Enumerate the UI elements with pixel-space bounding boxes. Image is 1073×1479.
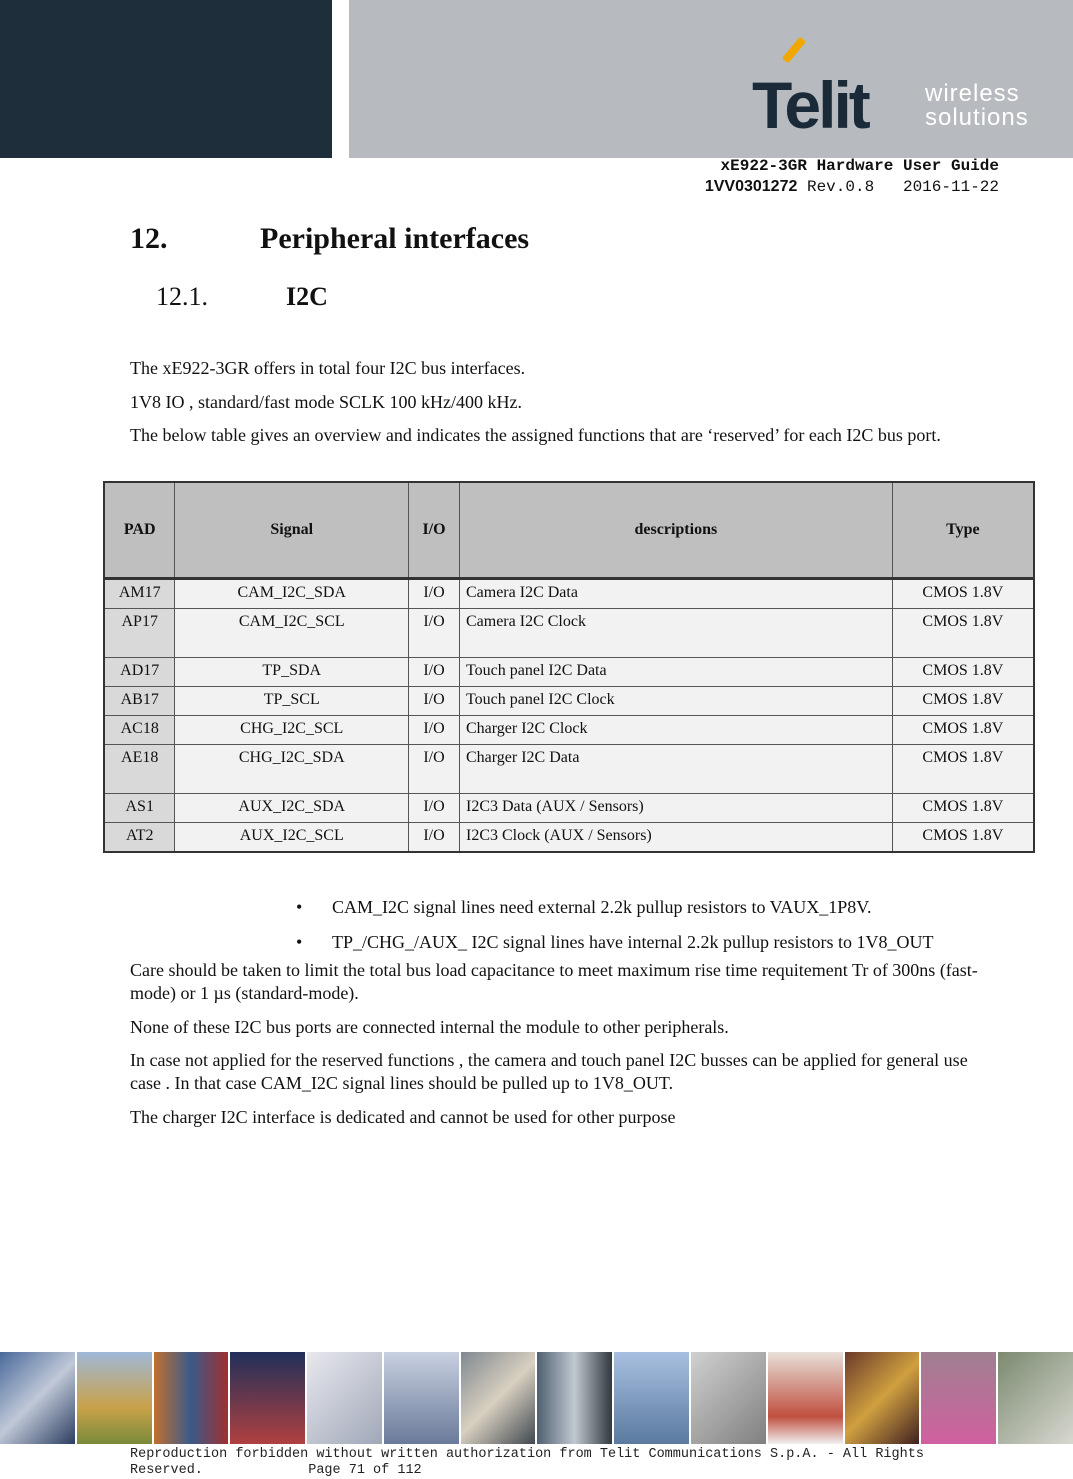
footer-photo xyxy=(230,1352,307,1444)
table-header-row xyxy=(104,482,1034,579)
paragraph-charger: The charger I2C interface is dedicated and cannot be used for other purpose xyxy=(130,1107,676,1127)
io-cell: I/O xyxy=(409,716,460,745)
footer-photo xyxy=(307,1352,384,1444)
paragraph-table-intro: The below table gives an overview and indicates the assigned functions that are ‘reserved’ for each I2C bus port. xyxy=(130,425,941,445)
pad-cell: AT2 xyxy=(104,823,175,853)
description-cell: Camera I2C Data xyxy=(459,579,892,609)
logo-wordmark: Telit xyxy=(752,68,868,142)
footer-photo xyxy=(998,1352,1073,1444)
signal-cell: TP_SCL xyxy=(175,687,409,716)
section-heading xyxy=(130,222,529,256)
revision-date: Rev.0.8 2016-11-22 xyxy=(797,178,999,196)
column-header-io: I/O xyxy=(409,482,460,579)
type-cell: CMOS 1.8V xyxy=(892,579,1034,609)
column-header-descriptions: descriptions xyxy=(459,482,892,579)
document-title: xE922-3GR Hardware User Guide xyxy=(720,157,999,175)
logo-tagline-line1: wireless xyxy=(925,80,1020,107)
description-cell: I2C3 Data (AUX / Sensors) xyxy=(459,794,892,823)
description-cell: Charger I2C Clock xyxy=(459,716,892,745)
footer-photo xyxy=(614,1352,691,1444)
footer-photo xyxy=(921,1352,998,1444)
telit-logo xyxy=(752,42,1052,142)
type-cell: CMOS 1.8V xyxy=(892,687,1034,716)
subsection-number: 12.1. xyxy=(156,282,208,311)
footer-photo xyxy=(691,1352,768,1444)
description-cell: Touch panel I2C Data xyxy=(459,658,892,687)
signal-cell: CAM_I2C_SDA xyxy=(175,579,409,609)
footer-photo xyxy=(768,1352,845,1444)
paragraph-bus-load: Care should be taken to limit the total bus load capacitance to meet maximum rise time requitement Tr of 300ns (fast-mode) or 1 µs (standard-mode). xyxy=(130,960,978,1003)
pad-cell: AB17 xyxy=(104,687,175,716)
bullet-text: TP_/CHG_/AUX_ I2C signal lines have internal 2.2k pullup resistors to 1V8_OUT xyxy=(332,932,934,952)
bullet-icon: • xyxy=(296,932,303,952)
i2c-pad-table xyxy=(103,481,1035,853)
pad-cell: AP17 xyxy=(104,609,175,658)
footer-photo xyxy=(537,1352,614,1444)
description-cell: Charger I2C Data xyxy=(459,745,892,794)
type-cell: CMOS 1.8V xyxy=(892,823,1034,853)
column-header-pad: PAD xyxy=(104,482,175,579)
table-row xyxy=(104,745,1034,794)
table-row xyxy=(104,609,1034,658)
pad-cell: AE18 xyxy=(104,745,175,794)
io-cell: I/O xyxy=(409,745,460,794)
table-row xyxy=(104,716,1034,745)
type-cell: CMOS 1.8V xyxy=(892,745,1034,794)
column-header-signal: Signal xyxy=(175,482,409,579)
document-revision xyxy=(705,178,999,196)
section-title: Peripheral interfaces xyxy=(260,222,530,255)
footer-photo xyxy=(461,1352,538,1444)
header-dark-band xyxy=(0,0,332,158)
pad-cell: AS1 xyxy=(104,794,175,823)
signal-cell: AUX_I2C_SCL xyxy=(175,823,409,853)
column-header-type: Type xyxy=(892,482,1034,579)
footer-image-strip xyxy=(0,1352,1073,1444)
type-cell: CMOS 1.8V xyxy=(892,658,1034,687)
footer-copyright xyxy=(130,1447,924,1479)
io-cell: I/O xyxy=(409,794,460,823)
type-cell: CMOS 1.8V xyxy=(892,716,1034,745)
paragraph-general-use: In case not applied for the reserved functions , the camera and touch panel I2C busses can be applied for general use case . In that case CAM_I2C signal lines should be pulled up to 1V8_OUT. xyxy=(130,1050,968,1093)
io-cell: I/O xyxy=(409,609,460,658)
footer-photo xyxy=(845,1352,922,1444)
table-row xyxy=(104,658,1034,687)
subsection-title: I2C xyxy=(286,282,328,311)
signal-cell: AUX_I2C_SDA xyxy=(175,794,409,823)
bullet-icon: • xyxy=(296,897,303,917)
paragraph-io-mode: 1V8 IO , standard/fast mode SCLK 100 kHz/400 kHz. xyxy=(130,392,522,412)
footer-photo xyxy=(77,1352,154,1444)
footer-photo xyxy=(384,1352,461,1444)
pad-cell: AC18 xyxy=(104,716,175,745)
footer-photo xyxy=(0,1352,77,1444)
table-row xyxy=(104,823,1034,853)
list-item xyxy=(296,925,933,960)
io-cell: I/O xyxy=(409,823,460,853)
table-row xyxy=(104,579,1034,609)
list-item xyxy=(296,890,933,925)
signal-cell: TP_SDA xyxy=(175,658,409,687)
footer-page-info: Reserved. Page 71 of 112 xyxy=(130,1463,422,1478)
io-cell: I/O xyxy=(409,687,460,716)
logo-tagline xyxy=(925,82,1029,130)
signal-cell: CHG_I2C_SCL xyxy=(175,716,409,745)
paragraph-not-connected: None of these I2C bus ports are connected internal the module to other peripherals. xyxy=(130,1017,729,1037)
pad-cell: AM17 xyxy=(104,579,175,609)
document-code: 1VV0301272 xyxy=(704,178,798,195)
bullet-text: CAM_I2C signal lines need external 2.2k pullup resistors to VAUX_1P8V. xyxy=(332,897,872,917)
paragraph-intro: The xE922-3GR offers in total four I2C bus interfaces. xyxy=(130,358,526,378)
description-cell: Touch panel I2C Clock xyxy=(459,687,892,716)
description-cell: Camera I2C Clock xyxy=(459,609,892,658)
type-cell: CMOS 1.8V xyxy=(892,794,1034,823)
table-row xyxy=(104,794,1034,823)
io-cell: I/O xyxy=(409,579,460,609)
io-cell: I/O xyxy=(409,658,460,687)
pullup-notes-list xyxy=(296,890,933,960)
footer-line1: Reproduction forbidden without written authorization from Telit Communications S.p.A. - All Rights xyxy=(130,1447,924,1462)
type-cell: CMOS 1.8V xyxy=(892,609,1034,658)
table-row xyxy=(104,687,1034,716)
logo-tagline-line2: solutions xyxy=(925,104,1029,131)
section-number: 12. xyxy=(130,222,168,255)
footer-photo xyxy=(154,1352,231,1444)
signal-cell: CAM_I2C_SCL xyxy=(175,609,409,658)
description-cell: I2C3 Clock (AUX / Sensors) xyxy=(459,823,892,853)
signal-cell: CHG_I2C_SDA xyxy=(175,745,409,794)
pad-cell: AD17 xyxy=(104,658,175,687)
subsection-heading xyxy=(156,282,328,312)
